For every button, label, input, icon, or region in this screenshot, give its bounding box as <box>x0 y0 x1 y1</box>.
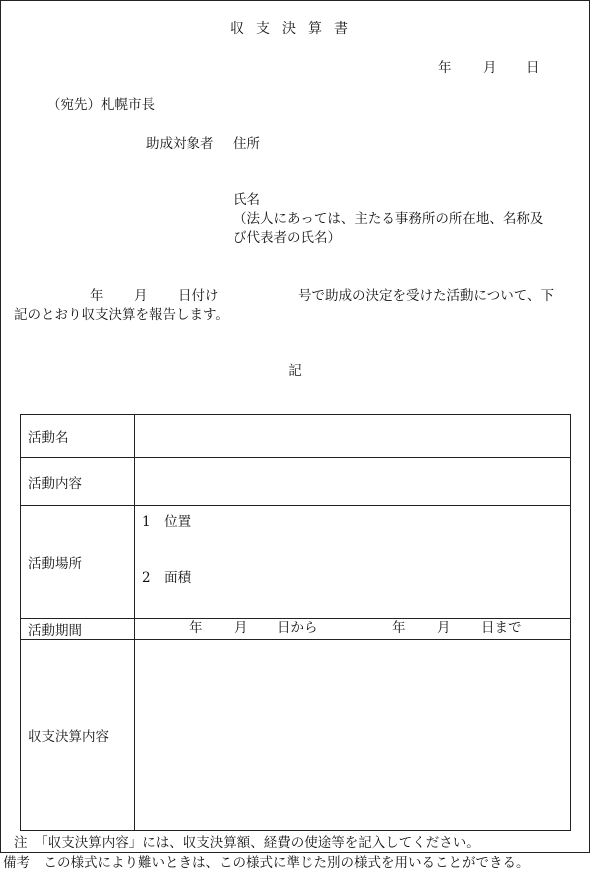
applicant-label: 助成対象者 <box>146 136 214 152</box>
activity-name-label: 活動名 <box>21 415 135 458</box>
activity-place-field[interactable] <box>135 506 571 619</box>
remark: 備考 この様式により難いときは、この様式に準じた別の様式を用いることができる。 <box>3 855 530 871</box>
report-table <box>20 414 571 831</box>
body-day-dated: 日付け <box>178 288 219 304</box>
name-note-line2: び代表者の氏名） <box>233 230 341 246</box>
activity-content-label: 活動内容 <box>21 458 135 506</box>
period-to-year: 年 <box>392 620 406 636</box>
body-year: 年 <box>90 288 104 304</box>
date-day-label: 日 <box>526 60 540 76</box>
ki-heading: 記 <box>288 363 302 379</box>
budget-content-field[interactable] <box>135 640 571 831</box>
date-month-label: 月 <box>483 60 497 76</box>
name-label: 氏名 <box>233 192 260 208</box>
period-from-month: 月 <box>234 620 248 636</box>
period-from-year: 年 <box>189 620 203 636</box>
name-note-line1: （法人にあっては、主たる事務所の所在地、名称及 <box>233 211 544 227</box>
period-from-day: 日から <box>277 620 318 636</box>
activity-name-field[interactable] <box>135 415 571 458</box>
budget-content-label: 収支決算内容 <box>21 640 135 831</box>
addressee: （宛先）札幌市長 <box>47 97 155 113</box>
period-to-month: 月 <box>437 620 451 636</box>
place-item-area: 2 面積 <box>142 570 192 586</box>
date-year-label: 年 <box>438 60 452 76</box>
period-to-day: 日まで <box>481 620 522 636</box>
activity-period-field[interactable] <box>135 619 571 640</box>
address-label: 住所 <box>233 136 260 152</box>
table-row <box>21 458 571 506</box>
table-row <box>21 640 571 831</box>
table-row <box>21 619 571 640</box>
document-title: 収支決算書 <box>230 21 360 37</box>
place-item-location: 1 位置 <box>142 514 192 530</box>
body-month: 月 <box>134 288 148 304</box>
activity-place-label: 活動場所 <box>21 506 135 619</box>
body-text-line1: 号で助成の決定を受けた活動について、下 <box>298 288 554 304</box>
activity-period-label: 活動期間 <box>21 619 135 640</box>
table-row <box>21 506 571 619</box>
body-text-line2: 記のとおり収支決算を報告します。 <box>14 307 229 323</box>
table-row <box>21 415 571 458</box>
footnote: 注 「収支決算内容」には、収支決算額、経費の使途等を記入してください。 <box>14 835 480 851</box>
activity-content-field[interactable] <box>135 458 571 506</box>
